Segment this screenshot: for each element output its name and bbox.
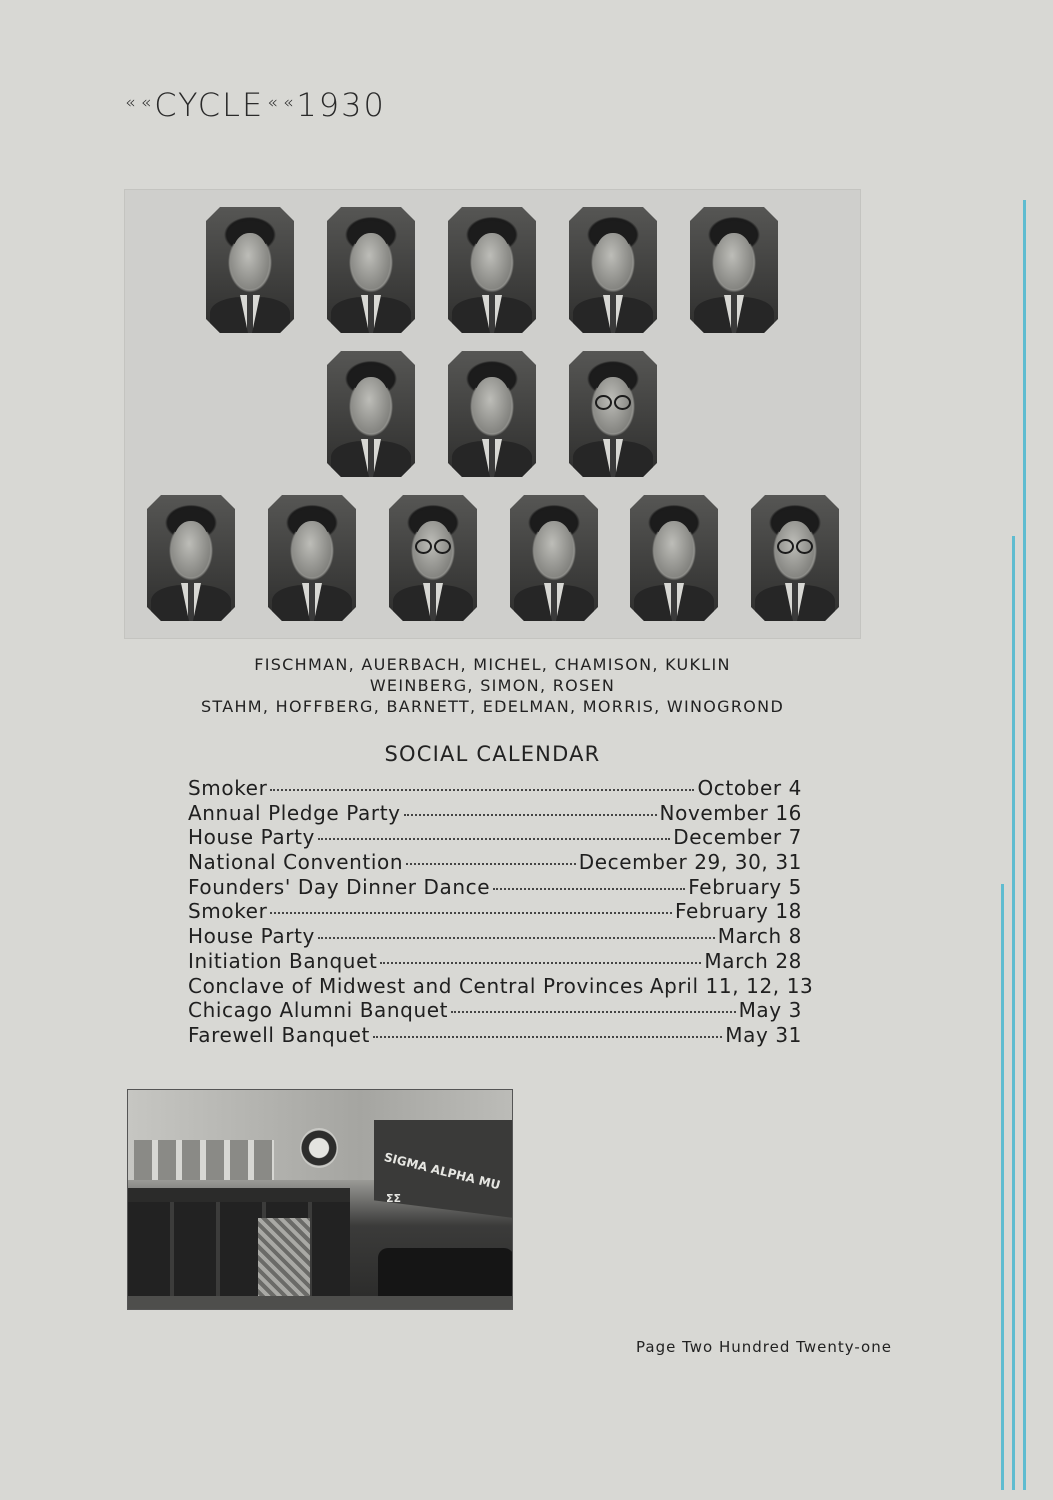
event-date: February 18 — [674, 899, 802, 924]
event-name: Farewell Banquet — [188, 1022, 370, 1047]
dot-leader — [493, 888, 685, 890]
banner-letters: ΣΣ — [386, 1192, 402, 1205]
decorative-rule — [1023, 200, 1026, 1490]
portrait-face — [231, 233, 269, 289]
calendar-row — [188, 850, 802, 875]
portrait-chamison — [569, 207, 657, 333]
portrait-morris — [630, 495, 718, 621]
names-row-3: STAHM, HOFFBERG, BARNETT, EDELMAN, MORRIS, WINOGROND — [200, 697, 785, 716]
social-calendar-list — [188, 776, 814, 1048]
event-date: May 31 — [725, 1022, 802, 1047]
calendar-row — [188, 899, 802, 924]
portrait-face — [655, 521, 693, 577]
page-number: Page Two Hundred Twenty-one — [636, 1338, 892, 1356]
calendar-row — [188, 973, 814, 999]
portrait-face — [293, 521, 331, 577]
portrait-edelman — [510, 495, 598, 621]
event-date: May 3 — [738, 998, 802, 1023]
portrait-hoffberg — [268, 495, 356, 621]
calendar-row — [188, 801, 802, 826]
portrait-weinberg — [327, 351, 415, 477]
event-name: House Party — [188, 825, 315, 850]
chevron-decoration-mid: « « — [267, 93, 294, 113]
event-date: February 5 — [688, 874, 802, 899]
portrait-face — [715, 233, 753, 289]
dot-leader — [318, 838, 670, 840]
portrait-winogrond — [751, 495, 839, 621]
portrait-fischman — [206, 207, 294, 333]
calendar-row — [188, 998, 802, 1023]
dot-leader — [451, 1011, 735, 1013]
event-date: November 16 — [659, 800, 802, 825]
portrait-panel — [124, 189, 861, 639]
decorative-rule — [1012, 536, 1015, 1490]
event-date: October 4 — [697, 776, 802, 800]
portrait-glasses — [777, 539, 813, 551]
dot-leader — [318, 937, 715, 939]
event-date: December 29, 30, 31 — [578, 850, 802, 875]
calendar-row — [188, 875, 802, 900]
portrait-auerbach — [327, 207, 415, 333]
dot-leader — [380, 962, 701, 964]
event-date: December 7 — [673, 825, 802, 850]
portrait-face — [352, 377, 390, 433]
portrait-barnett — [389, 495, 477, 621]
portrait-face — [594, 233, 632, 289]
portrait-rosen — [569, 351, 657, 477]
portrait-face — [473, 377, 511, 433]
names-row-2: WEINBERG, SIMON, ROSEN — [369, 676, 616, 695]
calendar-row — [188, 949, 802, 974]
portrait-glasses — [415, 539, 451, 551]
event-name: Chicago Alumni Banquet — [188, 998, 449, 1023]
sofa — [378, 1248, 513, 1298]
floor — [128, 1296, 513, 1310]
event-name: Initiation Banquet — [188, 948, 378, 973]
portrait-glasses — [595, 395, 631, 407]
calendar-row — [188, 1023, 802, 1048]
dot-leader — [406, 863, 576, 865]
decorative-rule — [1001, 884, 1004, 1490]
picture-frames — [134, 1140, 274, 1180]
event-name: Founders' Day Dinner Dance — [188, 874, 491, 899]
event-name: House Party — [188, 924, 315, 949]
event-name: National Convention — [188, 850, 404, 875]
names-row-1: FISCHMAN, AUERBACH, MICHEL, CHAMISON, KUKLIN — [254, 655, 731, 674]
event-name: Smoker — [188, 899, 268, 924]
event-date: April 11, 12, 13 — [649, 973, 814, 998]
portrait-face — [352, 233, 390, 289]
page-header — [122, 86, 386, 124]
event-date: March 28 — [704, 948, 802, 973]
portrait-face — [473, 233, 511, 289]
publication-year: 1930 — [296, 86, 386, 124]
leaded-glass-door — [258, 1218, 310, 1300]
portrait-kuklin — [690, 207, 778, 333]
bookcase — [128, 1202, 350, 1310]
portrait-michel — [448, 207, 536, 333]
mantel — [128, 1188, 350, 1202]
portrait-simon — [448, 351, 536, 477]
dot-leader — [270, 912, 672, 914]
calendar-row — [188, 776, 802, 801]
banner-text: SIGMA ALPHA MU — [382, 1150, 502, 1193]
portrait-names — [124, 654, 861, 717]
portrait-stahm — [147, 495, 235, 621]
publication-title: CYCLE — [154, 86, 265, 124]
crest-emblem-icon — [300, 1128, 338, 1168]
event-name: Conclave of Midwest and Central Provinces — [188, 973, 644, 998]
dot-leader — [270, 789, 694, 791]
event-name: Annual Pledge Party — [188, 800, 401, 825]
calendar-row — [188, 924, 802, 949]
fraternity-room-photo — [127, 1089, 513, 1310]
portrait-face — [172, 521, 210, 577]
dot-leader — [373, 1036, 722, 1038]
dot-leader — [404, 814, 657, 816]
portrait-face — [535, 521, 573, 577]
calendar-row — [188, 825, 802, 850]
social-calendar-title: SOCIAL CALENDAR — [384, 742, 601, 766]
chevron-decoration-left: « « — [125, 93, 152, 113]
event-name: Smoker — [188, 776, 268, 800]
event-date: March 8 — [717, 924, 802, 949]
